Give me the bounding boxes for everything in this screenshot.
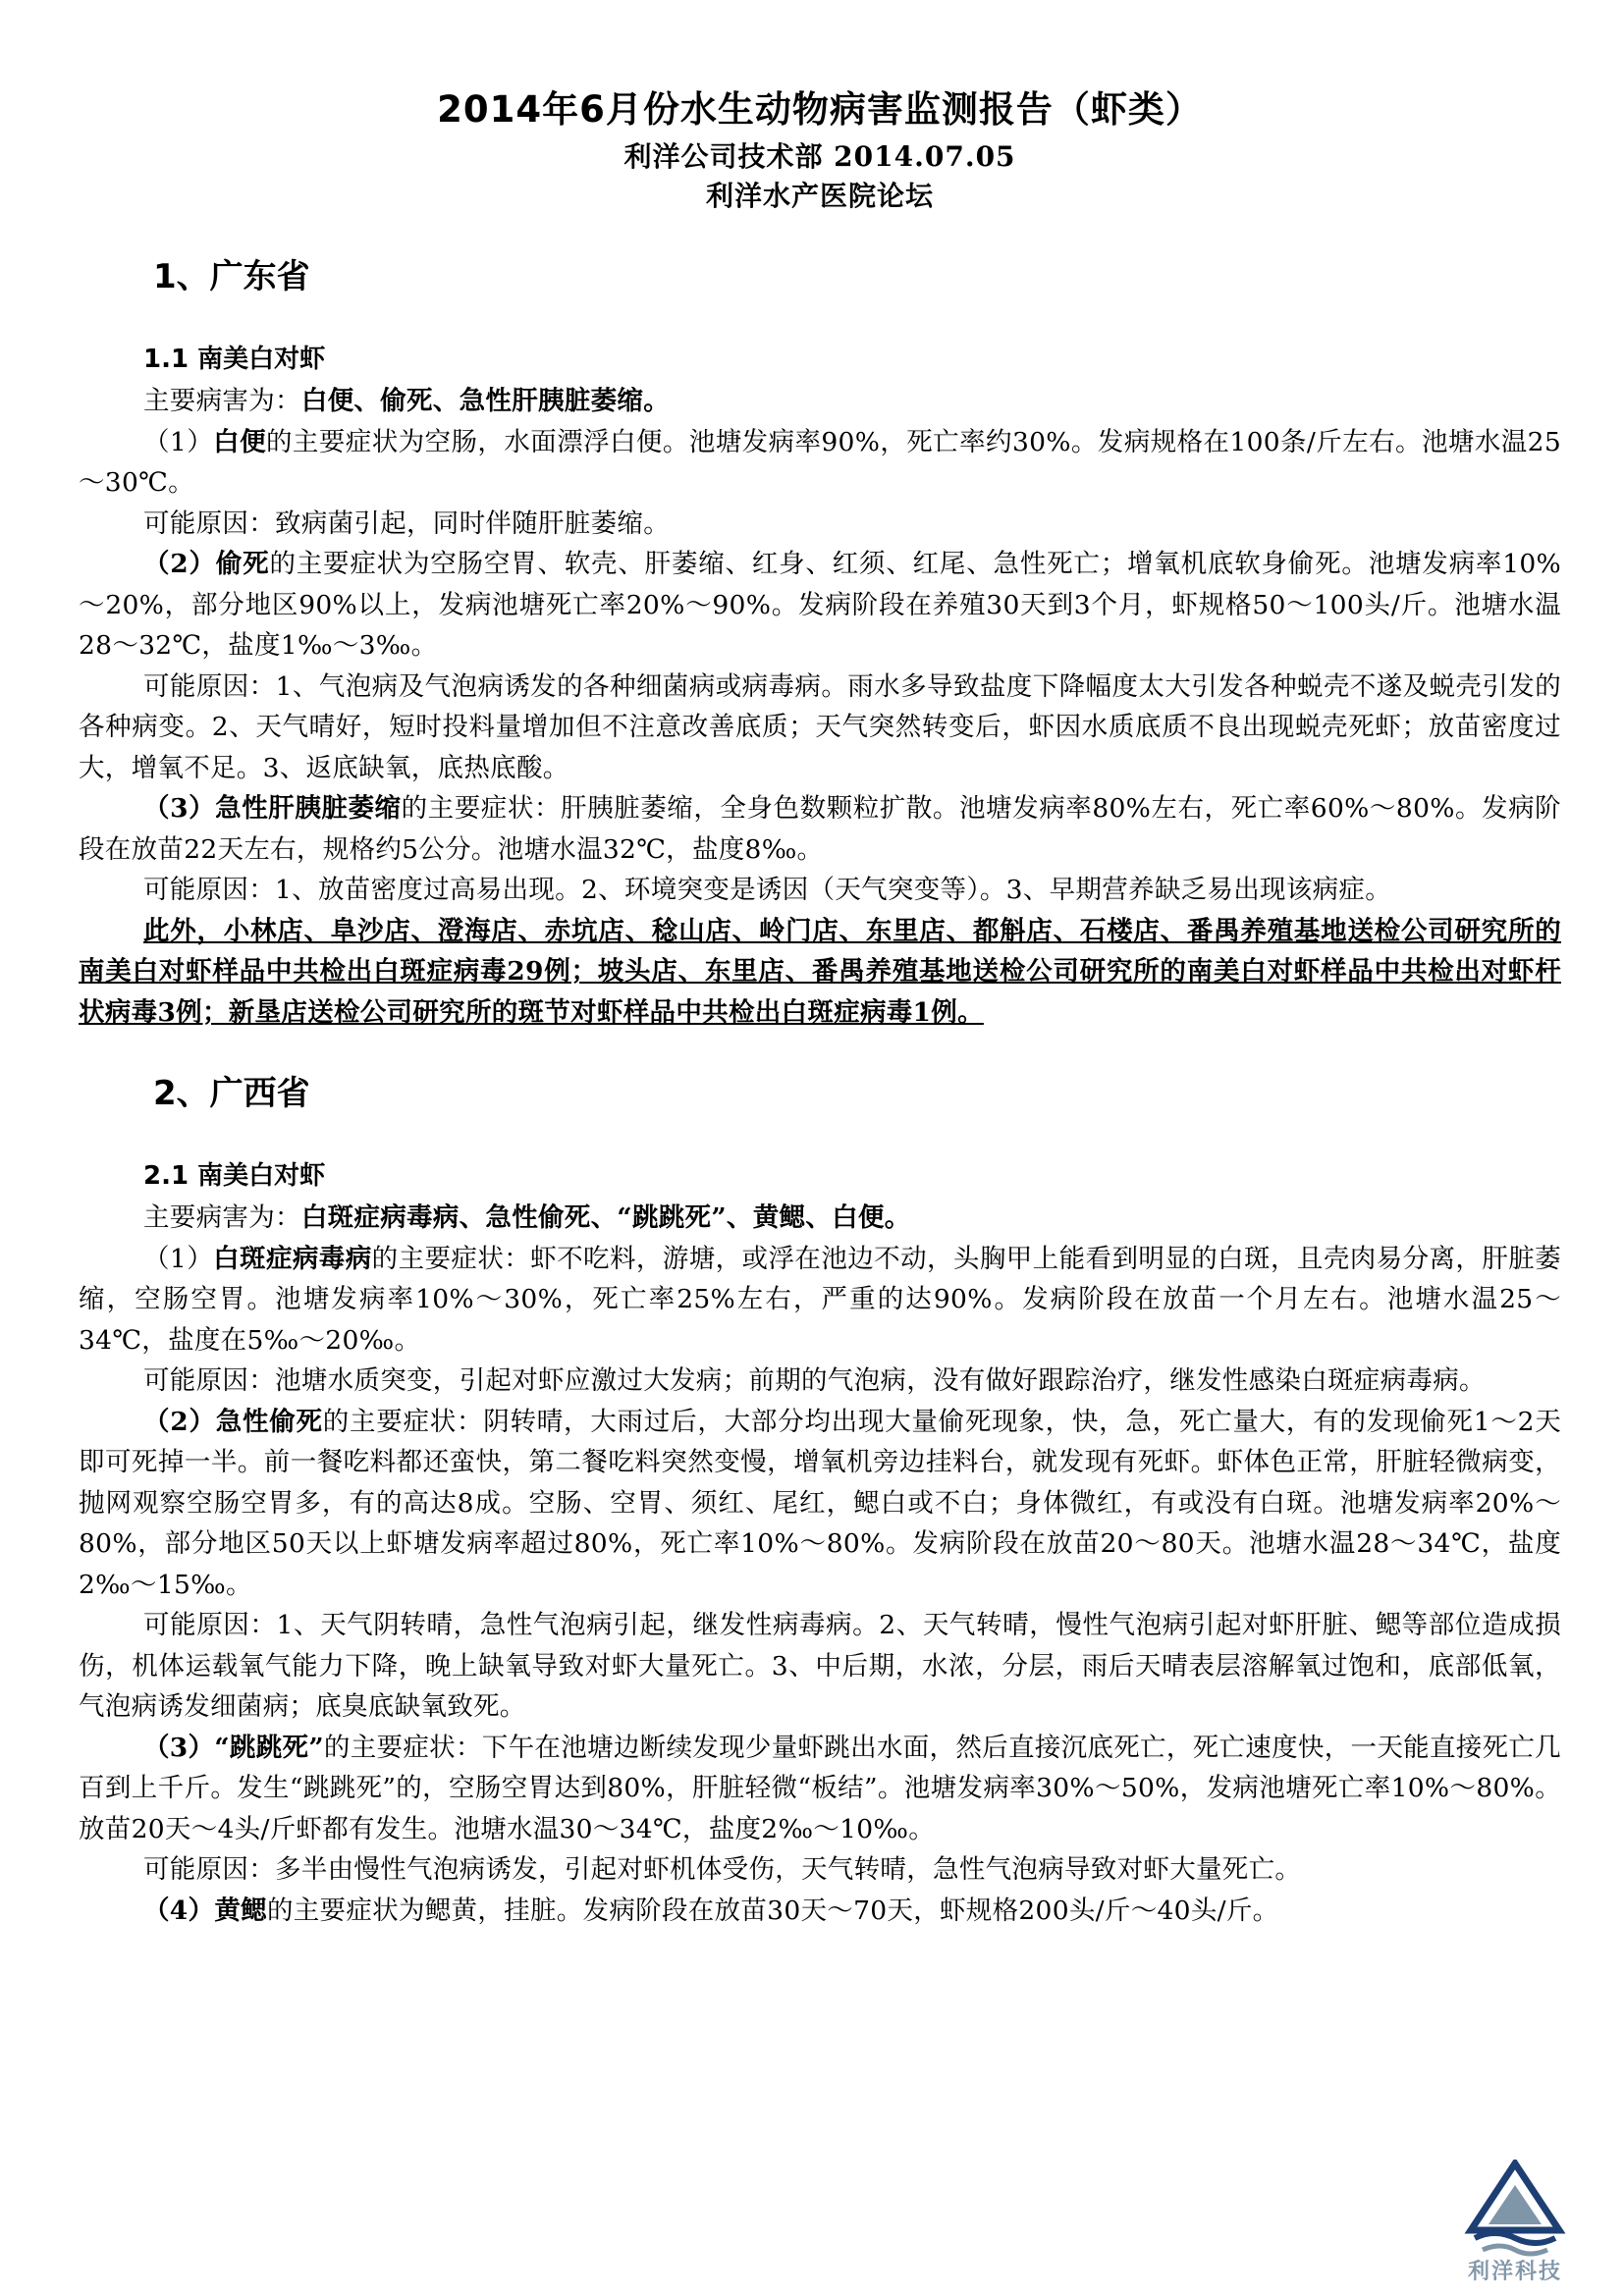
cause-paragraph: 可能原因：1、放苗密度过高易出现。2、环境突变是诱因（天气突变等）。3、早期营养缺乏易出现该病症。: [143, 875, 1392, 905]
section-heading-guangdong: 1、广东省: [153, 257, 310, 296]
cause-paragraph: 可能原因：1、气泡病及气泡病诱发的各种细菌病或病毒病。雨水多导致盐度下降幅度太大引发各种蜕壳不遂及蜕壳引发的各种病变。2、天气晴好，短时投料量增加但不注意改善底质；天气突然转变后，虾因水质底质不良出现蜕壳死虾；放苗密度过大，增氧不足。3、返底缺氧，底热底酸。: [79, 670, 1561, 783]
cause-paragraph: 可能原因：多半由慢性气泡病诱发，引起对虾机体受伤，天气转晴，急性气泡病导致对虾大量死亡。: [143, 1854, 1302, 1885]
main-diseases: 主要病害为：白便、偷死、急性肝胰脏萎缩。: [143, 386, 671, 416]
disease-paragraph: （4）黄鳃的主要症状为鳃黄，挂脏。发病阶段在放苗30天～70天，虾规格200头/斤～40头/斤。: [143, 1895, 1279, 1926]
cause-paragraph: 可能原因：池塘水质突变，引起对虾应激过大发病；前期的气泡病，没有做好跟踪治疗，继发性感染白斑症病毒病。: [143, 1365, 1486, 1396]
disease-paragraph: （3）急性肝胰脏萎缩的主要症状：肝胰脏萎缩，全身色数颗粒扩散。池塘发病率80%左右，死亡率60%～80%。发病阶段在放苗22天左右，规格约5公分。池塘水温32℃，盐度8‰。: [79, 793, 1561, 865]
disease-paragraph: （2）急性偷死的主要症状：阴转晴，大雨过后，大部分均出现大量偷死现象，快，急，死亡量大，有的发现偷死1～2天即可死掉一半。前一餐吃料都还蛮快，第二餐吃料突然变慢，增氧机旁边挂料台，就发现有死虾。虾体色正常，肝脏轻微病变，抛网观察空肠空胃多，有的高达8成。空肠、空胃、须红、尾红，鳃白或不白；身体微红，有或没有白斑。池塘发病率20%～80%，部分地区50天以上虾塘发病率超过80%，死亡率10%～80%。发病阶段在放苗20～80天。池塘水温28～34℃，盐度2‰～15‰。: [79, 1406, 1562, 1600]
cause-paragraph: 可能原因：1、天气阴转晴，急性气泡病引起，继发性病毒病。2、天气转晴，慢性气泡病引起对虾肝脏、鳃等部位造成损伤，机体运载氧气能力下降，晚上缺氧导致对虾大量死亡。3、中后期，水浓，分层，雨后天晴表层溶解氧过饱和，底部低氧，气泡病诱发细菌病；底臭底缺氧致死。: [79, 1610, 1561, 1722]
report-title: 2014年6月份水生动物病害监测报告（虾类）: [437, 88, 1203, 131]
disease-paragraph: （3）“跳跳死”的主要症状：下午在池塘边断续发现少量虾跳出水面，然后直接沉底死亡，死亡速度快，一天能直接死亡几百到上千斤。发生“跳跳死”的，空肠空胃达到80%，肝脏轻微“板结”。池塘发病率30%～50%，发病池塘死亡率10%～80%。放苗20天～4头/斤虾都有发生。池塘水温30～34℃，盐度2‰～10‰。: [79, 1732, 1561, 1844]
section-heading-guangxi: 2、广西省: [153, 1074, 310, 1113]
report-page: [79, 86, 1561, 1931]
report-byline: 利洋公司技术部 2014.07.05: [623, 140, 1016, 173]
disease-paragraph: （1）白便的主要症状为空肠，水面漂浮白便。池塘发病率90%，死亡率约30%。发病规格在100条/斤左右。池塘水温25～30℃。: [79, 426, 1561, 498]
disease-paragraph: （1）白斑症病毒病的主要症状：虾不吃料，游塘，或浮在池边不动，头胸甲上能看到明显的白斑，且壳肉易分离，肝脏萎缩，空肠空胃。池塘发病率10%～30%，死亡率25%左右，严重的达90%。发病阶段在放苗一个月左右。池塘水温25～34℃，盐度在5‰～20‰。: [79, 1243, 1561, 1356]
cause-paragraph: 可能原因：致病菌引起，同时伴随肝脏萎缩。: [143, 507, 670, 539]
subsection-heading-guangxi-shrimp: 2.1 南美白对虾: [143, 1161, 326, 1191]
main-diseases: 主要病害为：白斑症病毒病、急性偷死、“跳跳死”、黄鳃、白便。: [143, 1202, 911, 1233]
logo-text: 利洋科技: [1467, 2260, 1562, 2284]
company-logo: [1461, 2160, 1569, 2285]
report-forum: 利洋水产医院论坛: [705, 180, 934, 212]
lab-detection-note: 此外，小林店、阜沙店、澄海店、赤坑店、稔山店、岭门店、东里店、都斛店、石楼店、番禺养殖基地送检公司研究所的南美白对虾样品中共检出白斑症病毒29例；坡头店、东里店、番禺养殖基地送检公司研究所的南美白对虾样品中共检出对虾杆状病毒3例；新垦店送检公司研究所的斑节对虾样品中共检出白斑症病毒1例。: [79, 915, 1561, 1028]
mountain-wave-icon: [1461, 2160, 1569, 2258]
subsection-heading-guangdong-shrimp: 1.1 南美白对虾: [143, 345, 326, 374]
disease-paragraph: （2）偷死的主要症状为空肠空胃、软壳、肝萎缩、红身、红须、红尾、急性死亡；增氧机底软身偷死。池塘发病率10%～20%，部分地区90%以上，发病池塘死亡率20%～90%。发病阶段在养殖30天到3个月，虾规格50～100头/斤。池塘水温28～32℃，盐度1‰～3‰。: [79, 549, 1561, 661]
